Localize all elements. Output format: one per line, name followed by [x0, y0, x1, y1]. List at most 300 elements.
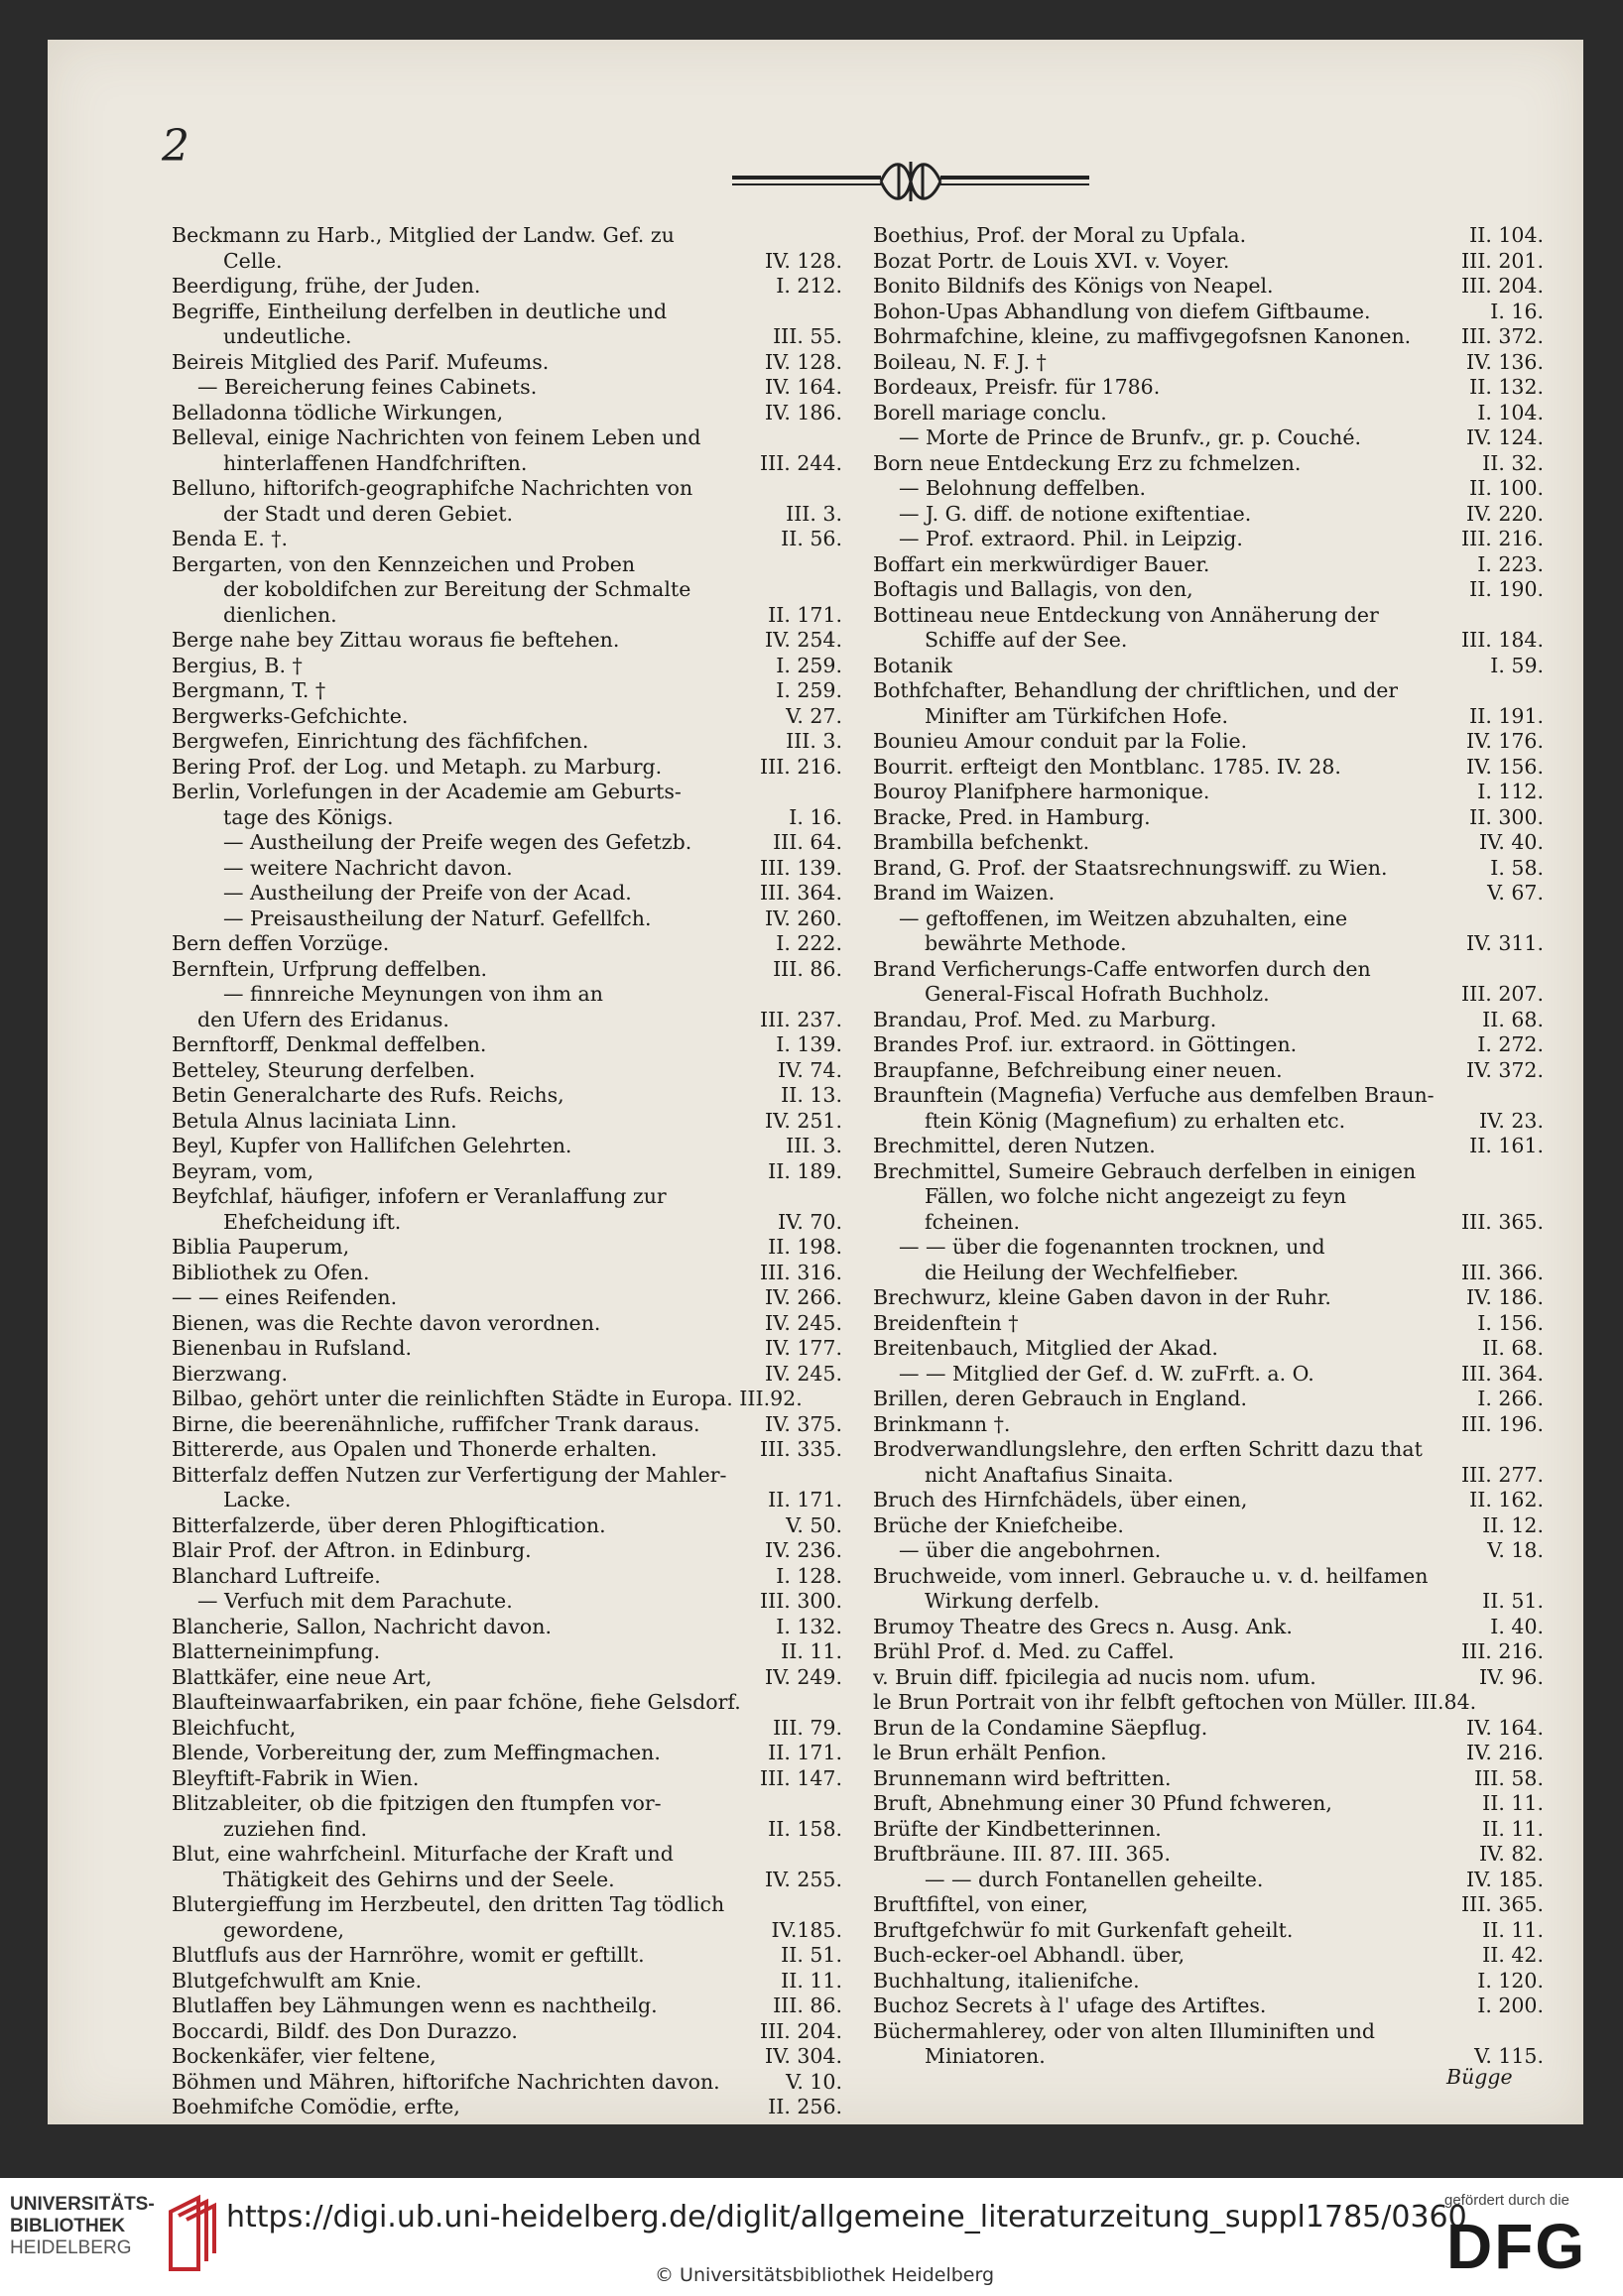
entry-text: Bonito Bildnifs des Königs von Neapel.: [873, 274, 1274, 298]
entry-text: Blair Prof. der Aftron. in Edinburg.: [172, 1538, 532, 1562]
entry-text: Bozat Portr. de Louis XVI. v. Voyer.: [873, 248, 1230, 273]
entry-reference: [834, 982, 842, 1008]
entry-text: Biblia Pauperum,: [172, 1235, 350, 1259]
entry-text: Thätigkeit des Gehirns und der Seele.: [223, 1867, 615, 1891]
entry-reference: II. 13.: [781, 1083, 842, 1107]
entry-text: zuziehen find.: [223, 1816, 368, 1841]
entry-text: Borell mariage conclu.: [873, 400, 1107, 424]
entry-reference: IV. 128.: [765, 248, 842, 273]
index-entry: [873, 1412, 1544, 1438]
entry-text: Miniatoren.: [925, 2044, 1046, 2068]
entry-text: Brunnemann wird beftritten.: [873, 1765, 1172, 1790]
index-entry: [873, 476, 1544, 502]
entry-reference: [1536, 1564, 1544, 1590]
entry-reference: III. 3.: [786, 501, 842, 526]
index-entry: [873, 1513, 1544, 1539]
entry-text: Belladonna tödliche Wirkungen,: [172, 400, 504, 424]
entry-reference: IV. 70.: [778, 1209, 842, 1234]
index-entry: [873, 1943, 1544, 1969]
index-entry: [172, 1918, 842, 1944]
entry-reference: II. 161.: [1469, 1134, 1544, 1157]
index-entry: [873, 1311, 1544, 1337]
entry-text: Celle.: [223, 248, 283, 273]
entry-text: — Belohnung deffelben.: [899, 476, 1147, 500]
entry-text: Blutergieffung im Herzbeutel, den dritten Tag tödlich: [172, 1892, 725, 1916]
index-entry: [172, 1868, 842, 1893]
entry-reference: I. 266.: [1477, 1387, 1544, 1410]
index-entry: [172, 1564, 842, 1590]
entry-text: Breitenbauch, Mitglied der Akad.: [873, 1336, 1218, 1360]
entry-text: Brand Verficherungs-Caffe entworfen durch den: [873, 956, 1371, 981]
entry-reference: [1536, 1083, 1544, 1109]
index-entry: [873, 1058, 1544, 1084]
entry-reference: I. 112.: [1477, 780, 1544, 803]
entry-reference: III. 3.: [786, 729, 842, 753]
entry-text: Bilbao, gehört unter die reinlichften Städte in Europa. III.92.: [172, 1387, 803, 1410]
entry-text: Bering Prof. der Log. und Metaph. zu Marburg.: [172, 754, 663, 779]
entry-text: Blutgefchwulft am Knie.: [172, 1968, 423, 1993]
entry-reference: IV. 164.: [1466, 1715, 1544, 1740]
entry-reference: IV. 128.: [765, 349, 842, 374]
entry-text: Boileau, N. F. J. †: [873, 349, 1047, 374]
index-entry: [873, 1008, 1544, 1033]
entry-reference: V. 10.: [786, 2069, 842, 2094]
index-entry: [873, 1842, 1544, 1868]
entry-text: Bienenbau in Rufsland.: [172, 1336, 412, 1360]
entry-reference: V. 27.: [786, 703, 842, 728]
entry-text: Bohrmafchine, kleine, zu maffivgegofsnen Kanonen.: [873, 324, 1412, 348]
entry-text: Bergwerks-Gefchichte.: [172, 703, 409, 728]
index-entry: [172, 906, 842, 932]
entry-text: Brun de la Condamine Säepflug.: [873, 1715, 1208, 1740]
entry-reference: IV. 245.: [765, 1310, 842, 1335]
entry-reference: [1536, 1184, 1544, 1210]
index-entry: [172, 1210, 842, 1236]
index-entry: [873, 982, 1544, 1008]
index-entry: [172, 2095, 842, 2120]
entry-reference: IV. 185.: [1466, 1867, 1544, 1891]
entry-reference: IV. 266.: [765, 1285, 842, 1309]
entry-text: Lacke.: [223, 1488, 292, 1511]
entry-reference: I. 16.: [789, 804, 842, 829]
entry-reference: I. 212.: [776, 274, 842, 298]
entry-text: Blatterneinimpfung.: [172, 1639, 381, 1663]
permalink-url[interactable]: https://digi.ub.uni-heidelberg.de/diglit/allgemeine_literaturzeitung_suppl1785/0360: [226, 2200, 1467, 2235]
entry-reference: IV. 251.: [765, 1108, 842, 1133]
entry-text: v. Bruin diff. fpicilegia ad nucis nom. ufum.: [873, 1664, 1316, 1689]
entry-reference: IV. 236.: [765, 1538, 842, 1562]
entry-reference: I. 120.: [1477, 1968, 1544, 1993]
entry-text: Berlin, Vorlefungen in der Academie am Geburts-: [172, 780, 682, 803]
index-entry: [172, 1463, 842, 1489]
index-entry: [172, 1184, 842, 1210]
entry-text: Boehmifche Comödie, erfte,: [172, 2095, 460, 2118]
index-entry: [873, 881, 1544, 906]
index-entry: [172, 527, 842, 552]
index-entry: [873, 527, 1544, 552]
entry-reference: IV. 177.: [765, 1336, 842, 1360]
entry-text: — Bereicherung feines Cabinets.: [197, 375, 538, 399]
index-entry: [873, 805, 1544, 831]
index-entry: [873, 931, 1544, 957]
entry-reference: IV. 255.: [765, 1867, 842, 1891]
entry-reference: II. 11.: [1482, 1816, 1544, 1841]
entry-text: dienlichen.: [223, 602, 337, 627]
entry-text: Brandes Prof. iur. extraord. in Göttingen.: [873, 1032, 1298, 1056]
index-entry: [172, 1235, 842, 1261]
index-entry: [172, 249, 842, 275]
entry-text: hinterlaffenen Handfchriften.: [223, 450, 528, 475]
index-entry: [873, 375, 1544, 401]
index-entry: [873, 1994, 1544, 2019]
index-entry: [873, 1261, 1544, 1286]
entry-text: Breidenftein †: [873, 1310, 1019, 1335]
entry-text: Bittererde, aus Opalen und Thonerde erhalten.: [172, 1437, 658, 1461]
entry-reference: IV. 186.: [1466, 1285, 1544, 1309]
entry-text: Bordeaux, Preisfr. für 1786.: [873, 375, 1161, 399]
index-entry: [873, 1235, 1544, 1261]
index-column-right: [873, 223, 1544, 2070]
index-entry: [172, 1589, 842, 1615]
entry-text: — — Mitglied der Gef. d. W. zuFrft. a. O.: [899, 1361, 1314, 1386]
index-entry: [873, 830, 1544, 856]
entry-reference: III. 335.: [760, 1437, 842, 1461]
entry-text: Bernftorff, Denkmal deffelben.: [172, 1032, 487, 1056]
entry-text: der Stadt und deren Gebiet.: [223, 501, 513, 526]
entry-text: der koboldifchen zur Bereitung der Schmalte: [223, 577, 691, 601]
catchword: Bügge: [1446, 2065, 1513, 2089]
entry-text: Beckmann zu Harb., Mitglied der Landw. Gef. zu: [172, 223, 675, 247]
entry-text: Buchoz Secrets à l' ufage des Artiftes.: [873, 1994, 1267, 2017]
index-entry: [172, 1008, 842, 1033]
entry-text: Wirkung derfelb.: [925, 1589, 1100, 1613]
entry-reference: I. 223.: [1477, 551, 1544, 576]
entry-text: Bitterfalzerde, über deren Phlogiftication.: [172, 1512, 606, 1537]
entry-reference: III. 366.: [1461, 1260, 1544, 1284]
entry-reference: III. 216.: [1461, 527, 1544, 550]
entry-reference: [1536, 1159, 1544, 1185]
dfg-logo[interactable]: DFG: [1446, 2211, 1587, 2282]
index-entry: [172, 1690, 842, 1716]
entry-text: Brand, G. Prof. der Staatsrechnungswiff. zu Wien.: [873, 855, 1388, 880]
entry-text: Blanchard Luftreife.: [172, 1563, 381, 1588]
entry-reference: III. 277.: [1461, 1462, 1544, 1487]
entry-text: Birne, die beerenähnliche, ruffifcher Trank daraus.: [172, 1411, 700, 1436]
entry-reference: [834, 1463, 842, 1489]
entry-reference: IV. 254.: [765, 628, 842, 652]
entry-text: Brinkmann †.: [873, 1411, 1011, 1436]
entry-text: Born neue Entdeckung Erz zu fchmelzen.: [873, 450, 1302, 475]
entry-text: Minifter am Türkifchen Hofe.: [925, 703, 1228, 728]
entry-reference: [1536, 2019, 1544, 2045]
entry-text: — J. G. diff. de notione exiftentiae.: [899, 501, 1252, 526]
entry-text: Brillen, deren Gebrauch in England.: [873, 1387, 1248, 1410]
index-entry: [172, 1336, 842, 1362]
entry-reference: V. 115.: [1474, 2044, 1544, 2068]
entry-reference: I. 259.: [776, 678, 842, 702]
entry-reference: III. 86.: [773, 956, 842, 981]
entry-reference: [834, 577, 842, 603]
index-entry: [873, 1892, 1544, 1918]
entry-reference: I. 132.: [776, 1614, 842, 1638]
entry-reference: II. 11.: [1482, 1791, 1544, 1815]
entry-reference: III. 204.: [1461, 274, 1544, 298]
library-name-line2: BIBLIOTHEK: [10, 2216, 126, 2236]
index-entry: [172, 2019, 842, 2045]
index-entry: [172, 1969, 842, 1994]
entry-reference: II. 11.: [1482, 1917, 1544, 1942]
copyright-notice: © Universitätsbibliothek Heidelberg: [655, 2264, 995, 2286]
entry-reference: I. 139.: [776, 1032, 842, 1056]
index-entry: [172, 1741, 842, 1766]
index-entry: [873, 1564, 1544, 1590]
index-entry: [873, 755, 1544, 781]
entry-text: den Ufern des Eridanus.: [197, 1007, 449, 1031]
entry-text: Bouroy Planifphere harmonique.: [873, 780, 1210, 803]
entry-reference: I. 272.: [1477, 1032, 1544, 1056]
index-entry: [172, 1109, 842, 1135]
entry-reference: II. 300.: [1469, 804, 1544, 829]
entry-text: die Heilung der Wechfelfieber.: [925, 1260, 1239, 1284]
entry-reference: [834, 1791, 842, 1817]
entry-reference: I. 59.: [1490, 653, 1544, 677]
entry-reference: III. 64.: [773, 830, 842, 854]
entry-text: Bockenkäfer, vier feltene,: [172, 2044, 437, 2068]
entry-reference: IV. 23.: [1479, 1108, 1544, 1133]
entry-reference: [1536, 603, 1544, 629]
index-entry: [172, 628, 842, 654]
entry-reference: [1536, 678, 1544, 704]
index-entry: [873, 1918, 1544, 1944]
entry-reference: III. 244.: [760, 450, 842, 475]
library-logo-icon: [159, 2192, 228, 2276]
entry-text: Beyfchlaf, häufiger, infofern er Veranlaffung zur: [172, 1184, 667, 1208]
index-entry: [873, 1868, 1544, 1893]
index-entry: [873, 1134, 1544, 1159]
entry-text: Brand im Waizen.: [873, 881, 1056, 905]
entry-reference: II. 171.: [768, 602, 842, 627]
entry-reference: [834, 1184, 842, 1210]
entry-reference: [1536, 906, 1544, 932]
entry-reference: [834, 1892, 842, 1918]
entry-reference: II. 11.: [781, 1639, 842, 1663]
index-entry: [873, 957, 1544, 983]
entry-reference: III. 300.: [760, 1589, 842, 1613]
index-entry: [873, 1488, 1544, 1513]
entry-reference: IV. 375.: [765, 1411, 842, 1436]
entry-text: — Austheilung der Preife von der Acad.: [223, 881, 632, 905]
entry-reference: II. 12.: [1482, 1512, 1544, 1537]
entry-text: — — eines Reifenden.: [172, 1285, 398, 1309]
library-name[interactable]: [10, 2194, 159, 2259]
entry-reference: V. 50.: [786, 1512, 842, 1537]
index-entry: [172, 931, 842, 957]
entry-reference: [834, 476, 842, 502]
entry-text: Botanik: [873, 653, 953, 677]
entry-reference: II. 171.: [768, 1741, 842, 1764]
index-entry: [873, 1437, 1544, 1463]
index-entry: [172, 451, 842, 477]
index-entry: [172, 1766, 842, 1792]
index-entry: [172, 1083, 842, 1109]
entry-text: Beyl, Kupfer von Hallifchen Gelehrten.: [172, 1134, 572, 1157]
index-entry: [172, 476, 842, 502]
entry-reference: III. 196.: [1461, 1411, 1544, 1436]
entry-reference: III. 201.: [1461, 248, 1544, 273]
entry-reference: III. 139.: [760, 855, 842, 880]
entry-reference: II. 32.: [1482, 450, 1544, 475]
index-entry: [873, 577, 1544, 603]
entry-text: Benda E. †.: [172, 527, 289, 550]
entry-text: Betteley, Steurung derfelben.: [172, 1057, 476, 1082]
index-entry: [172, 654, 842, 679]
entry-reference: IV. 164.: [765, 375, 842, 399]
entry-reference: III. 364.: [760, 881, 842, 905]
index-entry: [172, 1488, 842, 1513]
index-entry: [172, 1665, 842, 1691]
index-entry: [172, 2070, 842, 2096]
entry-text: le Brun erhält Penfion.: [873, 1741, 1107, 1764]
index-entry: [873, 502, 1544, 528]
entry-reference: I. 58.: [1490, 855, 1544, 880]
entry-reference: IV. 176.: [1466, 729, 1544, 753]
entry-text: tage des Königs.: [223, 804, 394, 829]
entry-text: bewährte Methode.: [925, 931, 1127, 955]
index-entry: [873, 1817, 1544, 1843]
entry-text: Brüfte der Kindbetterinnen.: [873, 1816, 1162, 1841]
index-entry: [172, 603, 842, 629]
index-column-left: [172, 223, 842, 2120]
index-entry: [873, 401, 1544, 426]
entry-text: Bourrit. erfteigt den Montblanc. 1785. IV. 28.: [873, 754, 1341, 779]
entry-reference: IV. 186.: [765, 400, 842, 424]
entry-reference: IV. 304.: [765, 2044, 842, 2068]
entry-text: Bruch des Hirnfchädels, über einen,: [873, 1488, 1248, 1511]
entry-reference: I. 128.: [776, 1563, 842, 1588]
entry-text: Brumoy Theatre des Grecs n. Ausg. Ank.: [873, 1614, 1293, 1638]
entry-reference: II. 132.: [1469, 375, 1544, 399]
entry-reference: IV. 216.: [1466, 1741, 1544, 1764]
entry-text: Belluno, hiftorifch-geographifche Nachrichten von: [172, 476, 693, 500]
entry-text: gewordene,: [223, 1917, 345, 1942]
index-entry: [172, 755, 842, 781]
entry-text: Blut, eine wahrfcheinl. Miturfache der Kraft und: [172, 1842, 674, 1866]
entry-reference: III. 216.: [1461, 1639, 1544, 1663]
entry-text: Buch-ecker-oel Abhandl. über,: [873, 1943, 1186, 1967]
entry-text: Bern deffen Vorzüge.: [172, 931, 390, 955]
index-entry: [873, 324, 1544, 350]
entry-text: Buchhaltung, italienifche.: [873, 1968, 1140, 1993]
index-entry: [172, 1817, 842, 1843]
index-entry: [172, 324, 842, 350]
index-entry: [873, 1336, 1544, 1362]
index-entry: [873, 1083, 1544, 1109]
entry-reference: IV. 245.: [765, 1361, 842, 1386]
entry-text: Bothfchafter, Behandlung der chriftlichen, und der: [873, 678, 1399, 702]
entry-reference: IV. 40.: [1479, 830, 1544, 854]
index-entry: [873, 300, 1544, 325]
entry-text: le Brun Portrait von ihr felbft geftochen von Müller. III.84.: [873, 1690, 1477, 1714]
index-entry: [172, 1387, 842, 1412]
entry-text: ftein König (Magnefium) zu erhalten etc.: [925, 1108, 1346, 1133]
entry-reference: II. 100.: [1469, 476, 1544, 500]
entry-text: Bruftfiftel, von einer,: [873, 1892, 1088, 1916]
entry-text: fcheinen.: [925, 1209, 1021, 1234]
entry-text: General-Fiscal Hofrath Buchholz.: [925, 982, 1270, 1006]
entry-reference: I. 40.: [1490, 1614, 1544, 1638]
entry-reference: V. 18.: [1487, 1538, 1544, 1562]
index-entry: [873, 1538, 1544, 1564]
entry-reference: III. 79.: [773, 1715, 842, 1740]
entry-reference: [1536, 1690, 1544, 1716]
entry-reference: IV. 156.: [1466, 754, 1544, 779]
index-entry: [172, 982, 842, 1008]
index-entry: [873, 780, 1544, 805]
entry-text: Brechmittel, deren Nutzen.: [873, 1134, 1156, 1157]
entry-reference: IV. 82.: [1479, 1842, 1544, 1866]
entry-reference: II. 162.: [1469, 1488, 1544, 1511]
index-entry: [873, 704, 1544, 730]
index-entry: [172, 577, 842, 603]
index-entry: [873, 552, 1544, 578]
entry-reference: II. 42.: [1482, 1943, 1544, 1967]
entry-text: Büchermahlerey, oder von alten Illuminiften und: [873, 2018, 1376, 2043]
index-entry: [172, 1159, 842, 1185]
entry-text: Blutflufs aus der Harnröhre, womit er geftillt.: [172, 1943, 645, 1967]
index-entry: [873, 1210, 1544, 1236]
entry-text: Blutlaffen bey Lähmungen wenn es nachtheilg.: [172, 1994, 658, 2017]
entry-text: — finnreiche Meynungen von ihm an: [223, 982, 603, 1006]
index-entry: [873, 1791, 1544, 1817]
entry-text: Blende, Vorbereitung der, zum Meffingmachen.: [172, 1741, 661, 1764]
index-entry: [873, 603, 1544, 629]
entry-reference: III. 365.: [1461, 1892, 1544, 1916]
entry-reference: III. 86.: [773, 1994, 842, 2017]
index-entry: [172, 856, 842, 882]
entry-text: Brambilla befchenkt.: [873, 830, 1090, 854]
entry-text: Bergmann, T. †: [172, 678, 326, 702]
entry-text: Boccardi, Bildf. des Don Durazzo.: [172, 2018, 518, 2043]
index-entry: [873, 1665, 1544, 1691]
index-entry: [172, 425, 842, 451]
entry-text: Böhmen und Mähren, hiftorifche Nachrichten davon.: [172, 2069, 720, 2094]
entry-text: Ehefcheidung ift.: [223, 1209, 402, 1234]
index-entry: [873, 2019, 1544, 2045]
entry-text: — über die angebohrnen.: [899, 1538, 1162, 1562]
entry-reference: IV. 260.: [765, 906, 842, 930]
index-entry: [873, 856, 1544, 882]
entry-text: Blattkäfer, eine neue Art,: [172, 1664, 433, 1689]
entry-text: Braupfanne, Befchreibung einer neuen.: [873, 1057, 1283, 1082]
index-entry: [172, 401, 842, 426]
entry-text: Bergius, B. †: [172, 653, 303, 677]
entry-text: Bibliothek zu Ofen.: [172, 1260, 370, 1284]
entry-text: Bracke, Pred. in Hamburg.: [873, 804, 1151, 829]
entry-text: Bleyftift-Fabrik in Wien.: [172, 1765, 420, 1790]
entry-text: — weitere Nachricht davon.: [223, 855, 513, 880]
entry-text: Fällen, wo folche nicht angezeigt zu feyn: [925, 1184, 1347, 1208]
entry-reference: III. 372.: [1461, 324, 1544, 348]
entry-reference: II. 158.: [768, 1816, 842, 1841]
index-entry: [873, 1285, 1544, 1311]
index-entry: [172, 678, 842, 704]
index-entry: [172, 1842, 842, 1868]
scanned-page: [48, 40, 1583, 2124]
library-name-line3: HEIDELBERG: [10, 2237, 132, 2258]
index-entry: [172, 1943, 842, 1969]
entry-reference: II. 68.: [1482, 1007, 1544, 1031]
entry-reference: [834, 1842, 842, 1868]
